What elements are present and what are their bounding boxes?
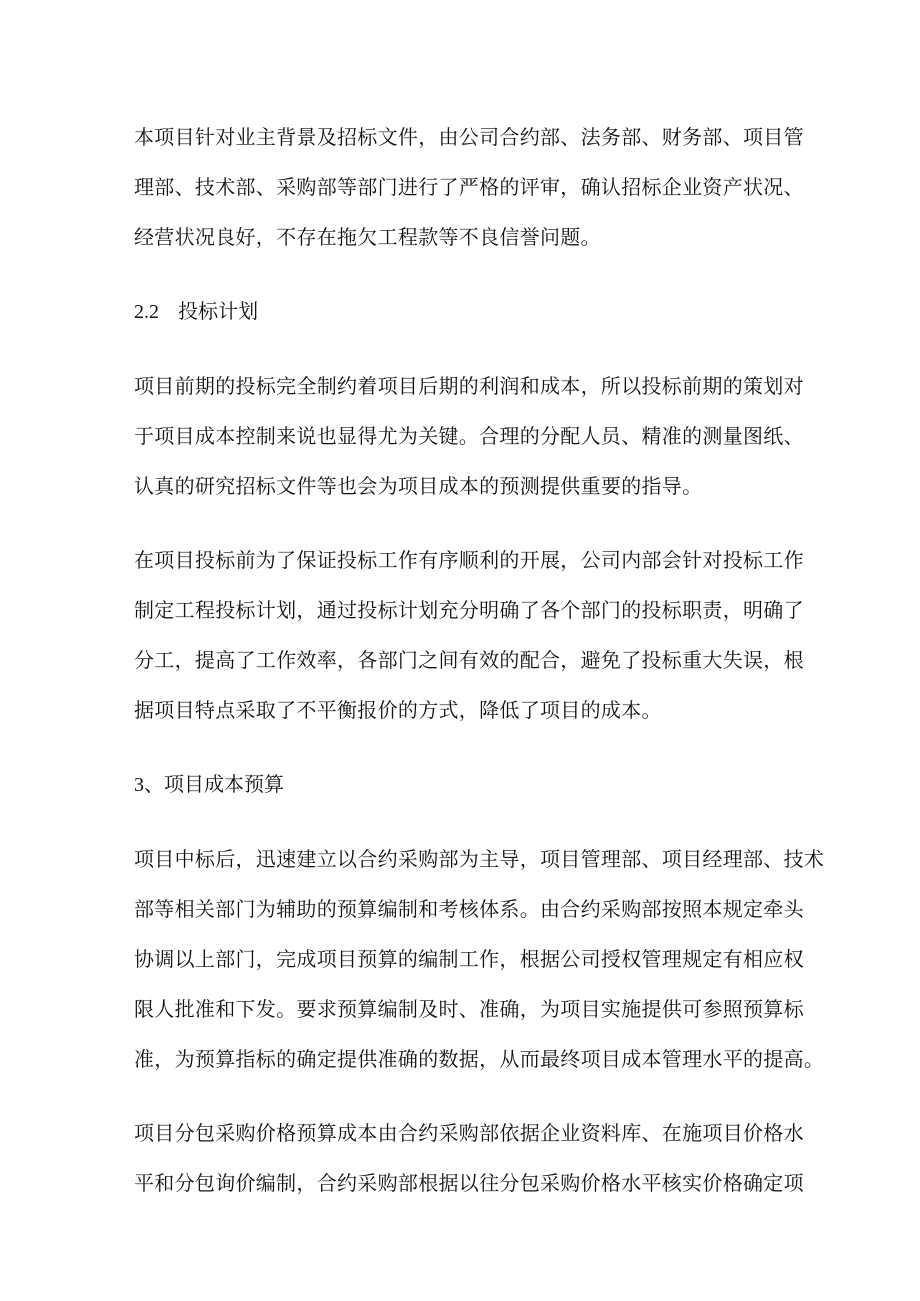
paragraph-spacer: [134, 735, 800, 759]
text-line: 在项目投标前为了保证投标工作有序顺利的开展，公司内部会针对投标工作: [134, 548, 804, 572]
paragraph-spacer: [134, 1084, 800, 1108]
section-title: 、项目成本预算: [144, 772, 284, 796]
text-line: 限人批准和下发。要求预算编制及时、准确，为项目实施提供可参照预算标: [134, 997, 804, 1021]
paragraph-spacer: [134, 511, 800, 535]
text-line: 理部、技术部、采购部等部门进行了严格的评审，确认招标企业资产状况、: [134, 175, 804, 199]
section-heading-2-2: [134, 286, 800, 337]
text-line: 分工，提高了工作效率，各部门之间有效的配合，避免了投标重大失误，根: [134, 648, 804, 672]
text-line: 认真的研究招标文件等也会为项目成本的预测提供重要的指导。: [134, 474, 703, 498]
text-line: 项目前期的投标完全制约着项目后期的利润和成本，所以投标前期的策划对: [134, 374, 804, 398]
text-line: 平和分包询价编制，合约采购部根据以往分包采购价格水平核实价格确定项: [134, 1171, 804, 1195]
text-line: 项目分包采购价格预算成本由合约采购部依据企业资料库、在施项目价格水: [134, 1121, 804, 1145]
text-line: 制定工程投标计划，通过投标计划充分明确了各个部门的投标职责，明确了: [134, 598, 804, 622]
text-line: 项目中标后，迅速建立以合约采购部为主导，项目管理部、项目经理部、技术: [134, 847, 825, 871]
section-number: 2.2: [134, 301, 159, 323]
paragraph-budget-system: [134, 834, 825, 1084]
section-number: 3: [134, 774, 144, 796]
paragraph-spacer: [134, 337, 800, 361]
text-line: 协调以上部门，完成项目预算的编制工作，根据公司授权管理规定有相应权: [134, 947, 804, 971]
text-line: 准，为预算指标的确定提供准确的数据，从而最终项目成本管理水平的提高。: [134, 1047, 825, 1071]
text-line: 据项目特点采取了不平衡报价的方式，降低了项目的成本。: [134, 698, 662, 722]
text-line: 于项目成本控制来说也显得尤为关键。合理的分配人员、精准的测量图纸、: [134, 424, 804, 448]
paragraph-spacer: [134, 262, 800, 286]
section-title: 投标计划: [178, 299, 259, 323]
text-line: 部等相关部门为辅助的预算编制和考核体系。由合约采购部按照本规定牵头: [134, 897, 804, 921]
text-line: 经营状况良好，不存在拖欠工程款等不良信誉问题。: [134, 225, 601, 249]
section-heading-3: [134, 759, 800, 810]
paragraph-subcontract-pricing: [134, 1108, 804, 1208]
paragraph-bid-planning: [134, 361, 804, 511]
paragraph-spacer: [134, 810, 800, 834]
paragraph-bid-plan-details: [134, 535, 804, 735]
text-line: 本项目针对业主背景及招标文件，由公司合约部、法务部、财务部、项目管: [134, 125, 804, 149]
paragraph-bid-review: [134, 112, 804, 262]
document-body: [134, 112, 825, 1208]
